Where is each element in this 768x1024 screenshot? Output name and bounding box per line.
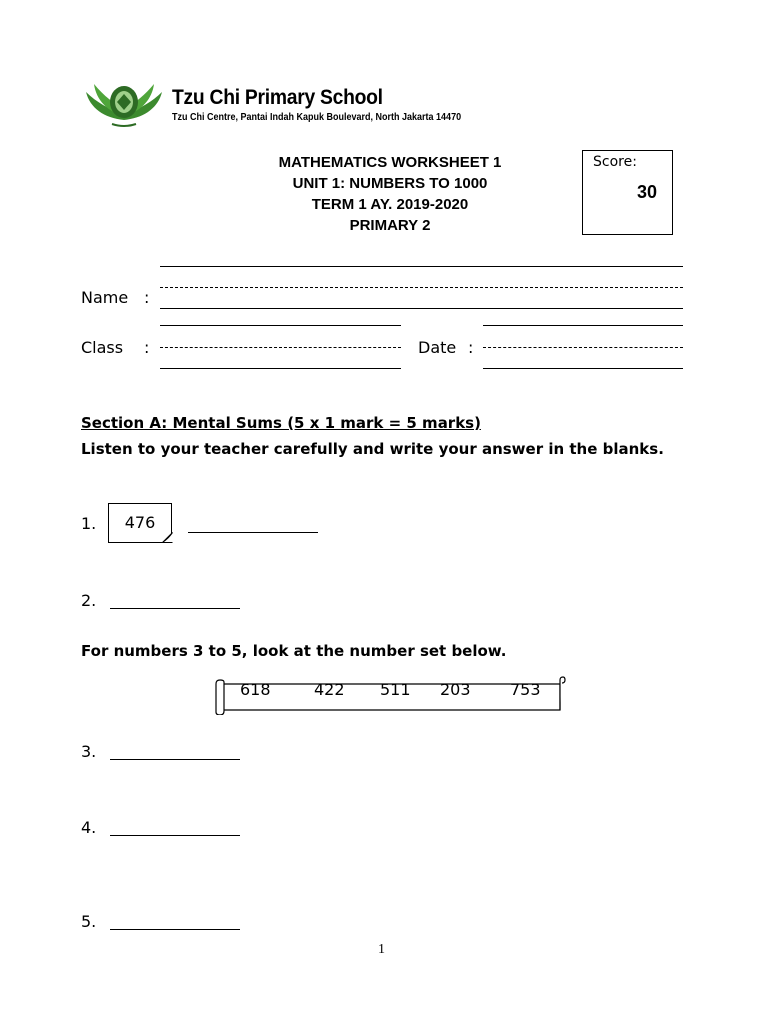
date-label: Date [418, 338, 457, 357]
school-address: Tzu Chi Centre, Pantai Indah Kapuk Boulevard, North Jakarta 14470 [172, 112, 462, 123]
class-colon: : [144, 338, 150, 357]
number-set-intro: For numbers 3 to 5, look at the number set below. [81, 642, 507, 660]
question-1-number: 1. [81, 514, 97, 533]
number-set-value: 753 [510, 680, 541, 699]
question-2-number: 2. [81, 591, 97, 610]
question-3-number: 3. [81, 742, 97, 761]
date-line-bottom [483, 368, 683, 369]
date-colon: : [468, 338, 474, 357]
name-line-top [160, 266, 683, 267]
question-3-answer-blank[interactable] [110, 759, 240, 760]
class-line-bottom [160, 368, 401, 369]
date-input-area[interactable] [483, 328, 683, 366]
name-colon: : [144, 288, 150, 307]
score-value: 30 [637, 182, 658, 202]
question-5-number: 5. [81, 912, 97, 931]
score-label: Score: [593, 154, 637, 170]
school-name: Tzu Chi Primary School [172, 86, 383, 109]
school-logo [84, 80, 164, 128]
page-number: 1 [378, 942, 385, 957]
page-curl-icon [160, 530, 174, 544]
name-label: Name [81, 288, 129, 307]
class-line-top [160, 325, 401, 326]
number-set-value: 203 [440, 680, 471, 699]
title-line-subject: MATHEMATICS WORKSHEET 1 [278, 154, 502, 171]
question-2-answer-blank[interactable] [110, 608, 240, 609]
title-line-grade: PRIMARY 2 [349, 217, 431, 234]
class-label: Class [81, 338, 124, 357]
title-line-term: TERM 1 AY. 2019-2020 [311, 196, 469, 213]
question-4-answer-blank[interactable] [110, 835, 240, 836]
name-line-bottom [160, 308, 683, 309]
section-a-title: Section A: Mental Sums (5 x 1 mark = 5 marks) [81, 414, 481, 432]
date-line-top [483, 325, 683, 326]
score-box [582, 150, 673, 235]
number-set-value: 422 [314, 680, 345, 699]
worksheet-title [230, 152, 550, 236]
title-line-unit: UNIT 1: NUMBERS TO 1000 [292, 175, 488, 192]
class-input-area[interactable] [160, 328, 401, 366]
number-set-value: 511 [380, 680, 411, 699]
question-4-number: 4. [81, 818, 97, 837]
number-set-values [240, 680, 560, 700]
question-5-answer-blank[interactable] [110, 929, 240, 930]
question-1-answer-blank[interactable] [188, 532, 318, 533]
number-set-value: 618 [240, 680, 271, 699]
section-a-instruction: Listen to your teacher carefully and write your answer in the blanks. [81, 440, 664, 458]
name-input-area[interactable] [160, 270, 683, 306]
question-1-card-value: 476 [124, 513, 156, 532]
